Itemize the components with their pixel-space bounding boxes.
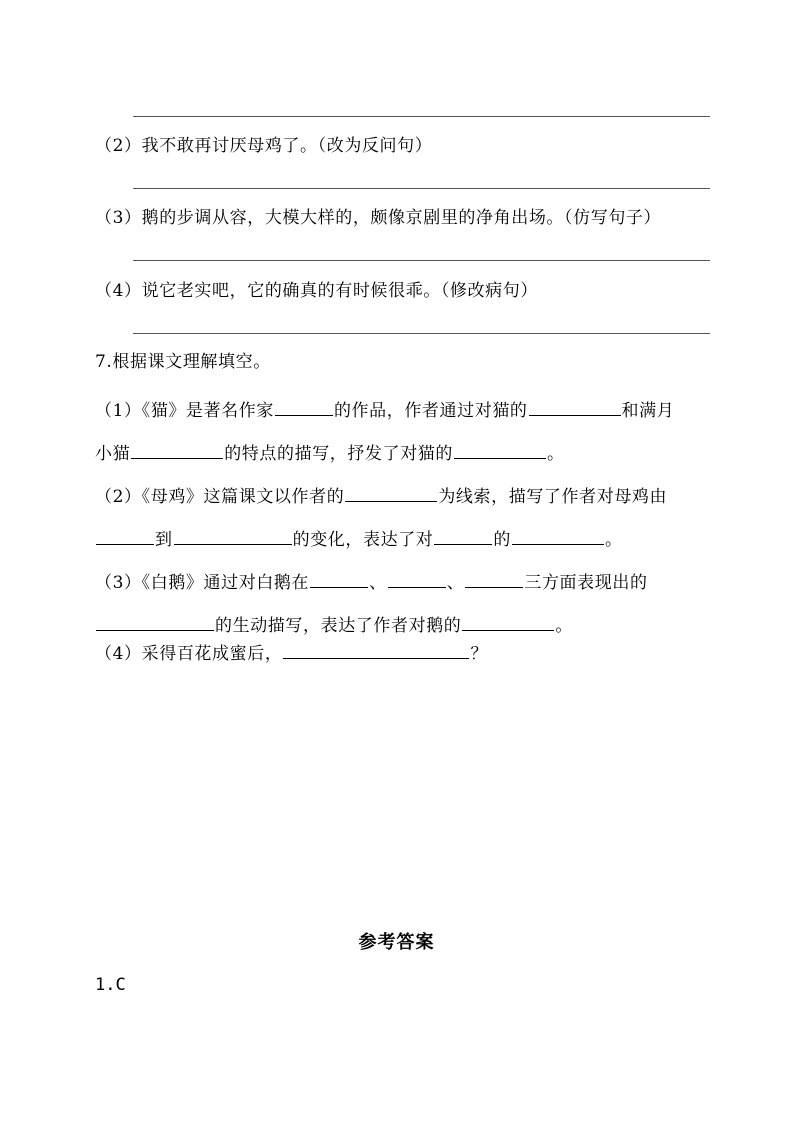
answer-line-6-4[interactable] [133,333,710,334]
q7-item-2-text-6: 。 [605,530,623,550]
answer-line-6-1[interactable] [133,116,710,117]
q7-item-2-text-2: 为线索，描写了作者对母鸡由 [438,487,668,507]
q7-item-2-line-1 [95,483,667,508]
q7-item-3-text-2: 、 [369,573,387,593]
q7-item-1-text-2: 的作品，作者通过对猫的 [333,401,528,421]
fill-blank-goose-feeling[interactable] [462,612,554,631]
q7-item-3-text-1: 《白鹅》通过对白鹅在 [141,573,310,593]
fill-blank-kitten-trait[interactable] [131,440,223,459]
fill-blank-cat-feeling[interactable] [454,440,546,459]
q7-item-1-text-3: 和满月 [621,401,675,421]
q6-item-3-text: 鹅的步调从容，大模大样的，颇像京剧里的净角出场。（仿写句子） [141,208,662,228]
q7-item-2-text-1: 《母鸡》这篇课文以作者的 [141,487,345,507]
q6-item-2 [95,135,432,157]
q7-item-1-num: （1） [95,401,142,421]
q7-item-3-line-1 [95,569,648,594]
fill-blank-emotion[interactable] [512,526,604,545]
q6-item-4-text: 说它老实吧，它的确真的有时候很乖。（修改病句） [141,281,538,301]
fill-blank-aspect-1[interactable] [310,569,368,588]
fill-blank-to[interactable] [174,526,292,545]
answers-heading: 参考答案 [358,932,435,953]
q7-item-1-text-4: 小猫 [95,444,131,464]
q6-item-3 [95,207,661,229]
q7-item-1-line-2 [95,440,565,465]
q7-item-1-text-6: 。 [547,444,565,464]
fill-blank-aspect-3[interactable] [465,569,523,588]
q6-item-2-text: 我不敢再讨厌母鸡了。（改为反问句） [141,136,433,156]
answer-line-6-3[interactable] [133,260,710,261]
q6-item-3-num: （3） [95,208,142,228]
fill-blank-cat-trait[interactable] [529,397,621,416]
q6-item-4 [95,280,538,302]
q7-item-3-text-5: 的生动描写，表达了作者对鹅的 [215,616,462,636]
q7-item-1-line-1 [95,397,674,422]
fill-blank-poem-line[interactable] [283,640,469,659]
q7-item-2-text-5: 的 [493,530,512,550]
q7-item-1-text-5: 的特点的描写，抒发了对猫的 [224,444,454,464]
q7-item-4-text-1: 采得百花成蜜后， [141,644,283,664]
fill-blank-clue[interactable] [345,483,437,502]
fill-blank-from[interactable] [96,526,154,545]
q7-item-3-line-2 [95,612,573,637]
q7-title: 7.根据课文理解填空。 [95,352,271,372]
fill-blank-aspect-2[interactable] [388,569,446,588]
answer-line-6-2[interactable] [133,188,710,189]
answer-item-1: 1.C [95,975,126,995]
q7-item-3-num: （3） [95,573,142,593]
fill-blank-object[interactable] [434,526,492,545]
q7-item-3-text-6: 。 [555,616,574,636]
q7-item-3-text-3: 、 [446,573,465,593]
q7-item-2-num: （2） [95,487,142,507]
q7-item-2-text-3: 到 [155,530,173,550]
q7-item-4-text-2: ？ [470,644,489,664]
q7-item-3-text-4: 三方面表现出的 [524,573,648,593]
fill-blank-author[interactable] [275,397,333,416]
fill-blank-characteristic[interactable] [96,612,214,631]
q6-item-2-num: （2） [95,136,142,156]
q7-item-1-text-1: 《猫》是著名作家 [141,401,274,421]
q7-item-2-text-4: 的变化，表达了对 [292,530,434,550]
q7-item-4 [95,640,488,665]
q7-item-4-num: （4） [95,644,142,664]
q7-item-2-line-2 [95,526,623,551]
q6-item-4-num: （4） [95,281,142,301]
